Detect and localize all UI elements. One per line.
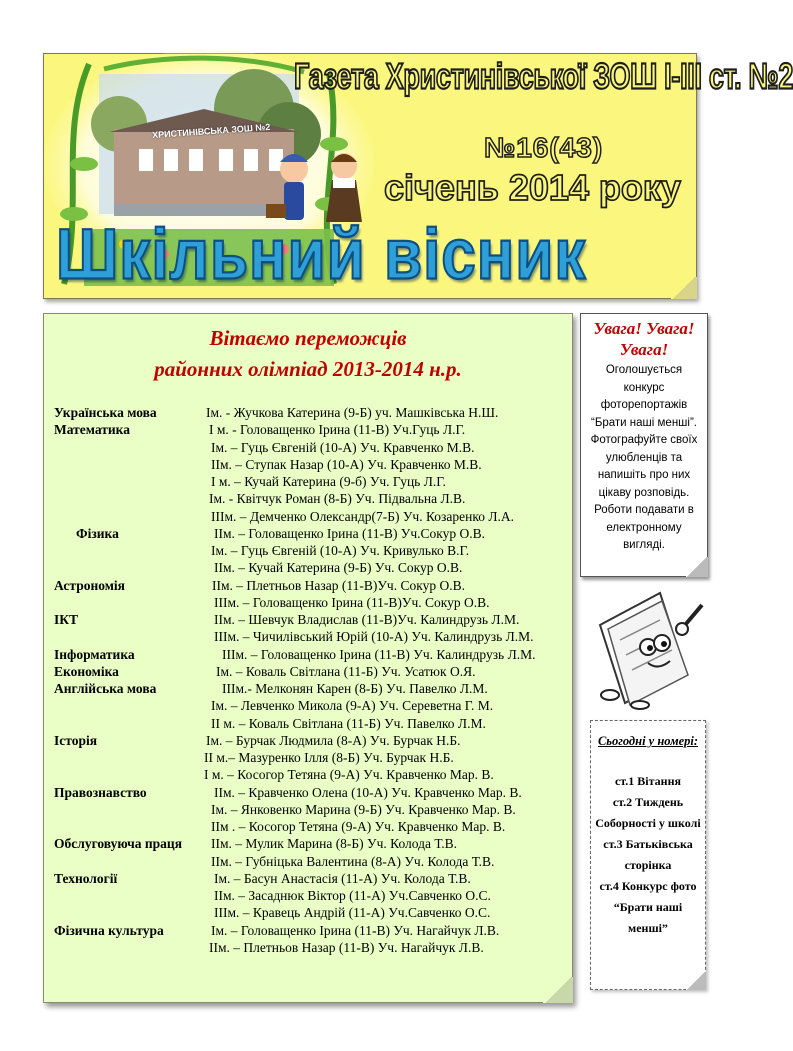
subject-cell: Історія xyxy=(54,732,98,748)
winner-cell: ІІм. – Шевчук Владислав (11-В)Уч. Калиндрузь Л.М. xyxy=(214,612,520,627)
winner-cell: Ім. - Квітчук Роман (8-Б) Уч. Підвальна Л.В. xyxy=(209,491,466,507)
subject-cell: Обслуговуюча праця xyxy=(54,836,183,852)
winner-cell: Ім. – Янковенко Марина (9-Б) Уч. Кравченко Мар. В. xyxy=(211,801,516,817)
panel-title-line2: районних олімпіад 2013-2014 н.р. xyxy=(154,357,462,381)
notice-heading: Увага! Увага! Увага! xyxy=(593,319,695,359)
winner-cell: ІІм. – Кравченко Олена (10-А) Уч. Кравченко Мар. В. xyxy=(214,784,522,800)
winner-cell: Ім. – Коваль Світлана (11-Б) Уч. Усатюк О.Я. xyxy=(216,663,476,679)
winner-cell: ІІм. – Засаднюк Віктор (11-А) Уч.Савченко О.С. xyxy=(214,888,491,903)
winner-cell: ІІм. – Ступак Назар (10-А) Уч. Кравченко М.В. xyxy=(211,456,482,472)
subject-cell: Англійська мова xyxy=(54,681,157,696)
winner-cell: Ім. – Головащенко Ірина (11-В) Уч. Нагайчук Л.В. xyxy=(211,922,500,938)
winner-cell: Ім. - Жучкова Катерина (9-Б) уч. Машківська Н.Ш. xyxy=(206,405,499,420)
subject-cell: ІКТ xyxy=(54,612,79,627)
school-sign: ХРИСТИНІВСЬКА ЗОШ №2 xyxy=(151,121,271,141)
newspaper-subtitle: Газета Христинівської ЗОШ І-ІІІ ст. №2 xyxy=(294,56,793,97)
olympiad-winners-panel xyxy=(43,313,573,1003)
writing-character-icon xyxy=(590,585,710,710)
contents-item: ст.1 Вітання xyxy=(614,774,682,788)
panel-title-line1: Вітаємо переможців xyxy=(209,326,407,350)
subject-cell: Астрономія xyxy=(54,577,125,593)
notice-body: Оголошується конкурс фоторепортажів “Брати наші менші”. Фотографуйте своїх улюбленців та напишіть про них цікаву розповідь. Роботи подавати в електронному вигляді. xyxy=(590,364,698,551)
winner-cell: ІІм. – Плетньов Назар (11-В)Уч. Сокур О.В. xyxy=(212,577,465,593)
winner-cell: ІІІм. – Демченко Олександр(7-Б) Уч. Козаренко Л.А. xyxy=(211,508,514,524)
newspaper-header xyxy=(43,53,793,299)
winner-cell: І м. – Косогор Тетяна (9-А) Уч. Кравченко Мар. В. xyxy=(204,767,494,783)
winner-cell: ІІм . – Косогор Тетяна (9-А) Уч. Кравченко Мар. В. xyxy=(211,819,506,834)
subject-cell: Технології xyxy=(54,870,118,886)
subject-cell: Фізика xyxy=(76,525,119,541)
winner-cell: ІІ м.– Мазуренко Ілля (8-Б) Уч. Бурчак Н.Б. xyxy=(204,750,454,765)
winner-cell: ІІІм.- Мелконян Карен (8-Б) Уч. Павелко Л.М. xyxy=(222,681,488,696)
contents-item: ст.2 Тиждень Соборності у школі xyxy=(595,795,701,830)
contest-notice xyxy=(580,313,708,577)
winner-cell: Ім. – Левченко Микола (9-А) Уч. Сереветна Г. М. xyxy=(211,698,494,714)
contents-list xyxy=(593,771,703,939)
issue-number: №16(43) xyxy=(484,132,604,163)
winner-cell: ІІм. – Головащенко Ірина (11-В) Уч.Сокур О.В. xyxy=(214,525,486,541)
winner-cell: ІІм. – Мулик Марина (8-Б) Уч. Колода Т.В. xyxy=(211,836,458,852)
masthead-title: Шкільний вісник xyxy=(56,215,587,295)
page-curl xyxy=(671,277,697,299)
winner-cell: ІІм. – Губніцька Валентина (8-А) Уч. Колода Т.В. xyxy=(211,853,495,869)
subject-cell: Економіка xyxy=(54,663,119,679)
winner-cell: ІІ м. – Коваль Світлана (11-Б) Уч. Павелко Л.М. xyxy=(211,715,486,731)
winner-cell: ІІІм. – Кравець Андрій (11-А) Уч.Савченко О.С. xyxy=(214,905,491,921)
page-curl xyxy=(686,972,706,990)
winner-cell: І м. – Кучай Катерина (9-б) Уч. Гуць Л.Г. xyxy=(211,474,446,489)
winner-cell: ІІІм. – Головащенко Ірина (11-В) Уч. Калиндрузь Л.М. xyxy=(222,646,536,662)
winner-cell: ІІм. – Плетньов Назар (11-В) Уч. Нагайчук Л.В. xyxy=(209,939,484,955)
winner-cell: Ім. – Гуць Євгеній (10-А) Уч. Кривулько В.Г. xyxy=(211,543,470,558)
winner-cell: ІІм. – Кучай Катерина (9-Б) Уч. Сокур О.В. xyxy=(214,560,463,576)
contents-heading: Сьогодні у номері: xyxy=(597,734,699,748)
subject-cell: Правознавство xyxy=(54,784,147,800)
page-curl xyxy=(686,557,708,577)
contents-item: ст.4 Конкурс фото “Брати наші менші” xyxy=(599,879,697,935)
contents-item: ст.3 Батьківська сторінка xyxy=(603,837,693,872)
subject-cell: Українська мова xyxy=(54,405,157,420)
winner-cell: І м. - Головащенко Ірина (11-В) Уч.Гуць Л.Г. xyxy=(209,422,466,438)
winner-cell: Ім. – Бурчак Людмила (8-А) Уч. Бурчак Н.Б. xyxy=(206,732,461,748)
subject-cell: Математика xyxy=(54,422,131,438)
winner-cell: Ім. – Басун Анастасія (11-А) Уч. Колода Т.В. xyxy=(214,870,471,886)
subject-cell: Інформатика xyxy=(54,646,135,662)
subject-cell: Фізична культура xyxy=(54,922,164,938)
page-curl xyxy=(543,977,573,1003)
issue-date: січень 2014 року xyxy=(384,167,681,208)
winner-cell: ІІІм. – Чичилівський Юрій (10-А) Уч. Калиндрузь Л.М. xyxy=(214,629,534,645)
winner-cell: Ім. – Гуць Євгеній (10-А) Уч. Кравченко М.В. xyxy=(211,439,475,455)
winner-cell: ІІІм. – Головащенко Ірина (11-В)Уч. Сокур О.В. xyxy=(214,594,490,610)
issue-contents xyxy=(590,720,706,990)
